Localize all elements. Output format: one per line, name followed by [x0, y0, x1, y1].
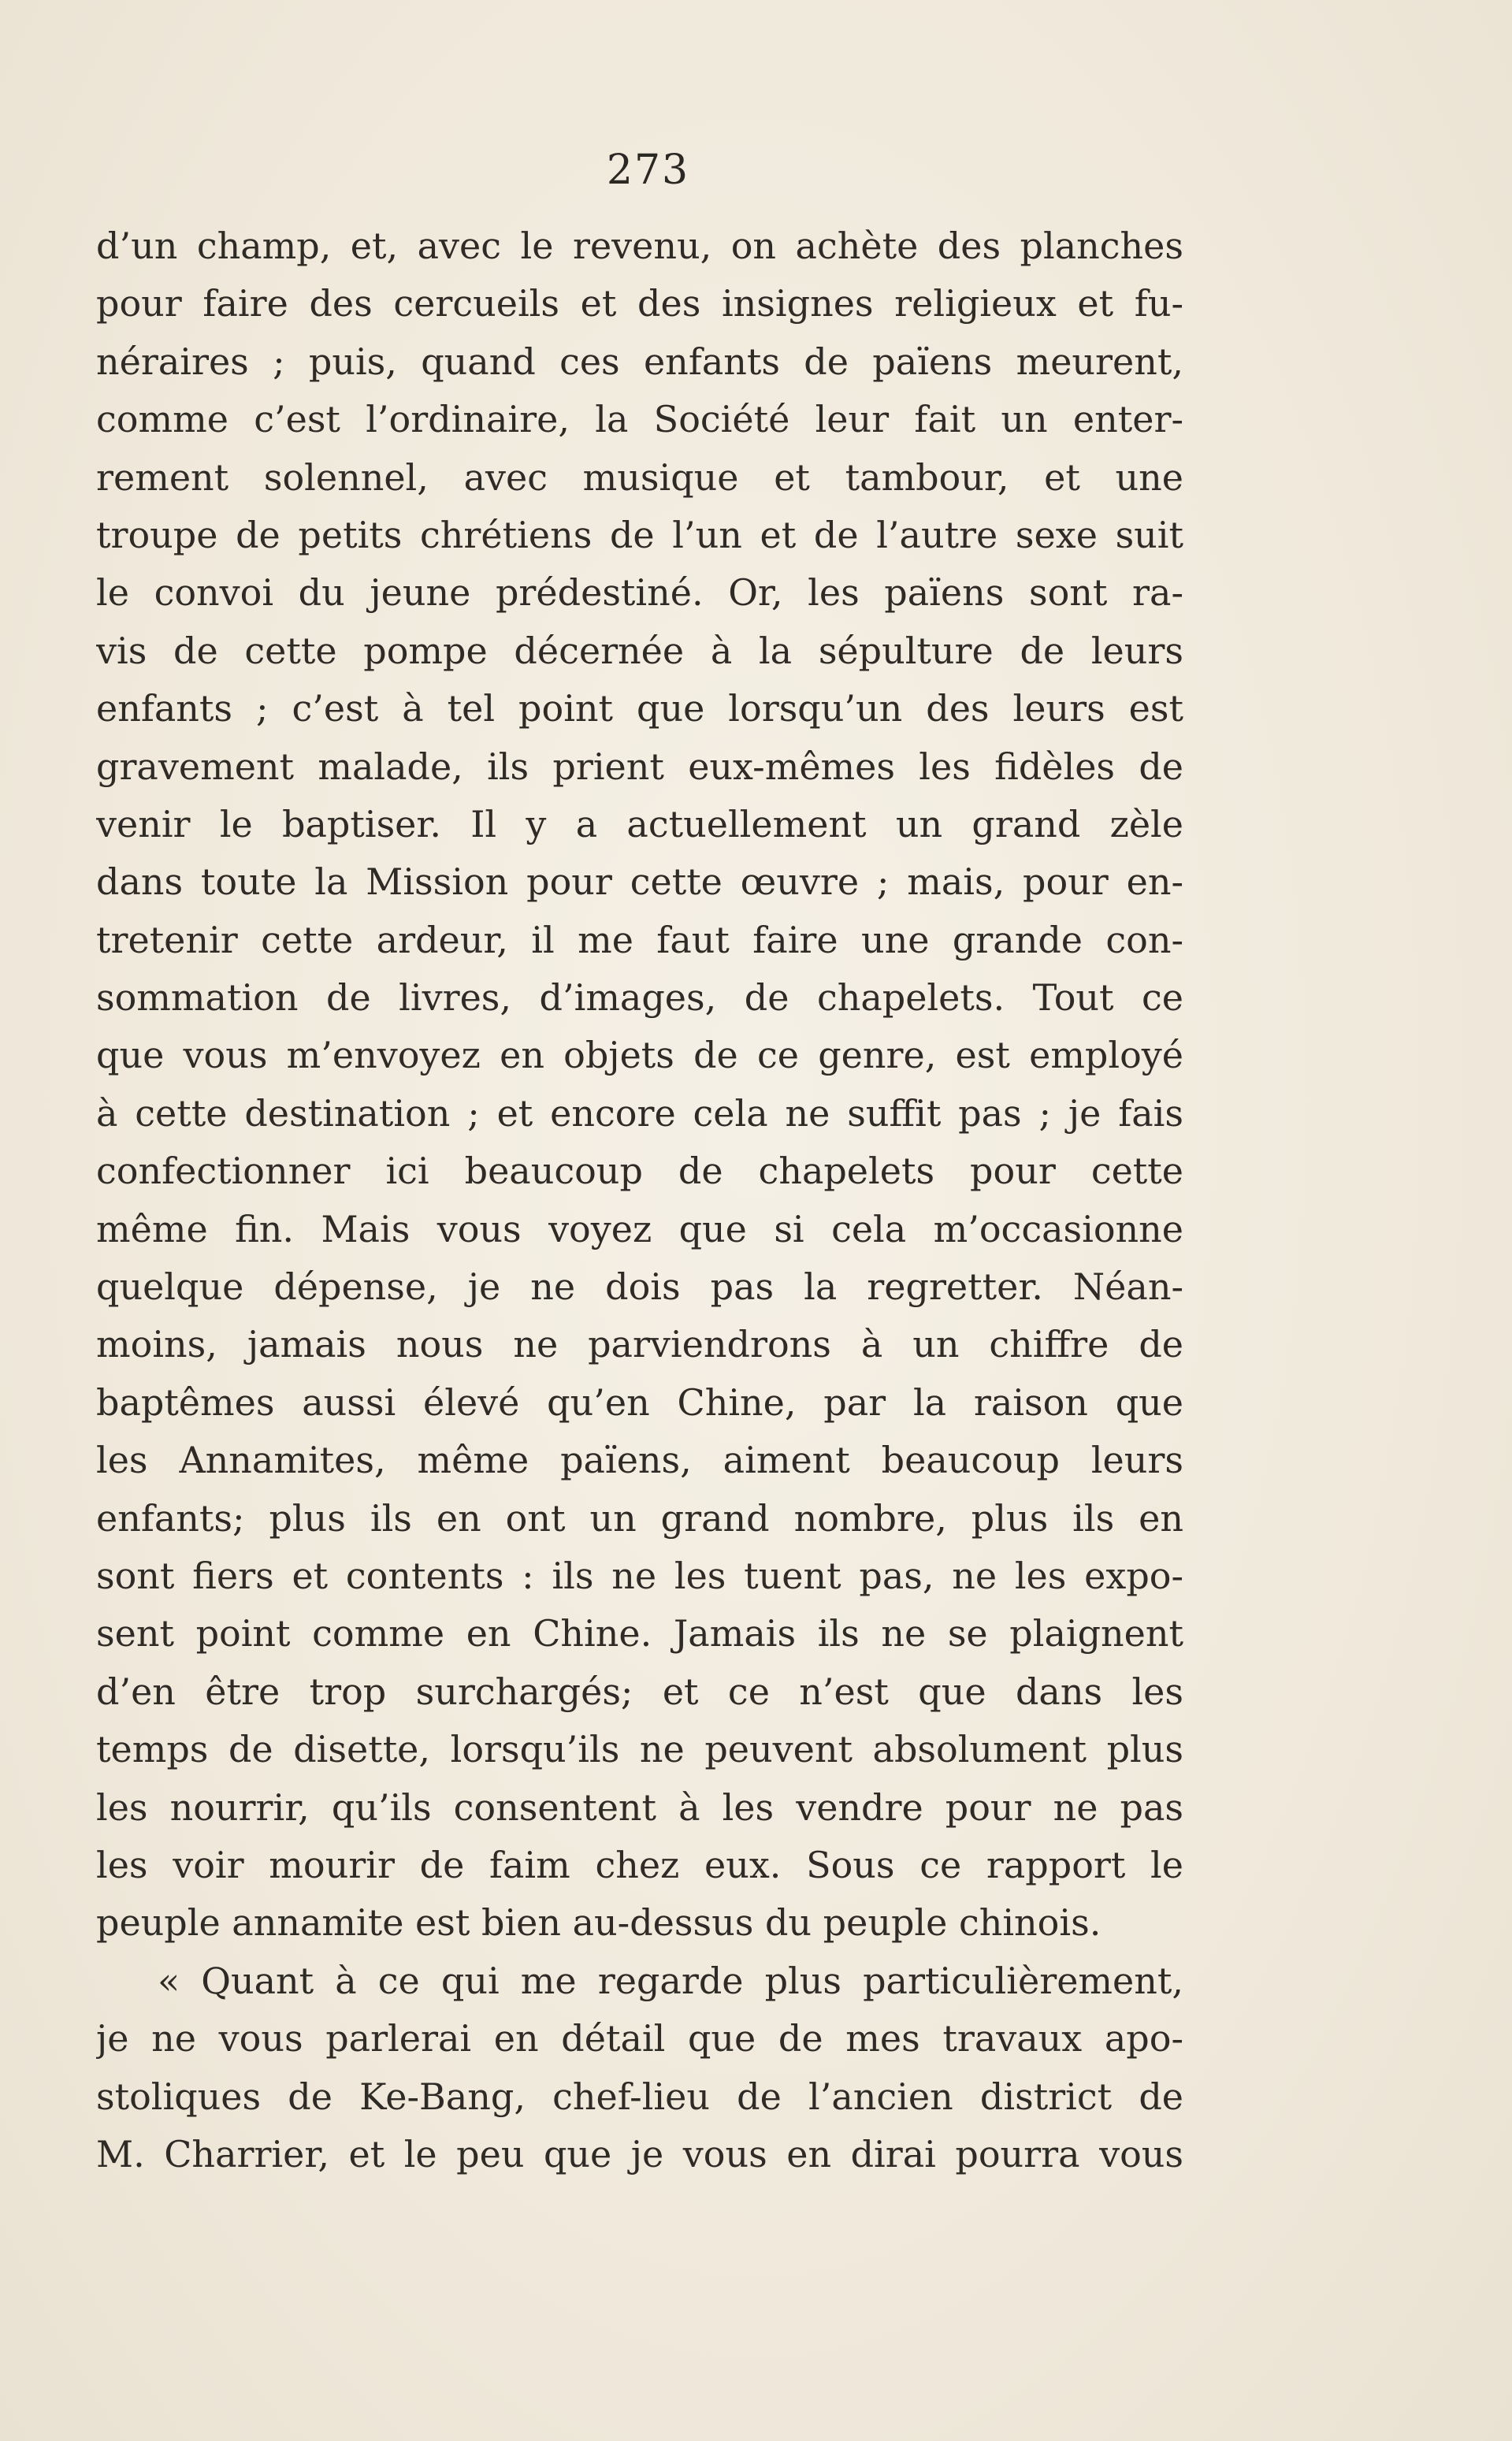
text-line: sent point comme en Chine. Jamais ils ne se plaignent: [96, 1612, 1183, 1655]
text-line: que vous m’envoyez en objets de ce genre, est employé: [96, 1034, 1183, 1077]
text-line: stoliques de Ke-Bang, chef-lieu de l’ancien district de: [96, 2075, 1183, 2118]
text-line: enfants; plus ils en ont un grand nombre, plus ils en: [96, 1496, 1183, 1540]
text-line: d’un champ, et, avec le revenu, on achète des planches: [96, 225, 1183, 267]
text-line: M. Charrier, et le peu que je vous en dirai pourra vous: [96, 2132, 1183, 2175]
text-line: gravement malade, ils prient eux-mêmes les fidèles de: [96, 745, 1183, 788]
text-line: moins, jamais nous ne parviendrons à un chiffre de: [96, 1323, 1183, 1366]
text-line: les voir mourir de faim chez eux. Sous ce rapport le: [96, 1843, 1183, 1886]
text-line: tretenir cette ardeur, il me faut faire une grande con-: [96, 918, 1183, 961]
text-line: quelque dépense, je ne dois pas la regretter. Néan-: [96, 1265, 1183, 1309]
text-line: peuple annamite est bien au-dessus du peuple chinois.: [96, 1901, 1101, 1945]
text-line: enfants ; c’est à tel point que lorsqu’un des leurs est: [96, 687, 1183, 730]
text-line: sommation de livres, d’images, de chapelets. Tout ce: [96, 976, 1183, 1020]
text-line: vis de cette pompe décernée à la sépulture de leurs: [96, 629, 1183, 672]
text-line: dans toute la Mission pour cette œuvre ; mais, pour en-: [96, 860, 1183, 904]
text-line: pour faire des cercueils et des insignes religieux et fu-: [96, 282, 1183, 325]
text-line: le convoi du jeune prédestiné. Or, les païens sont ra-: [96, 571, 1183, 615]
text-line: même fin. Mais vous voyez que si cela m’occasionne: [96, 1207, 1183, 1250]
text-line: sont fiers et contents : ils ne les tuent pas, ne les expo-: [96, 1554, 1183, 1597]
text-line: rement solennel, avec musique et tambour, et une: [96, 455, 1183, 499]
text-line: je ne vous parlerai en détail que de mes travaux apo-: [96, 2017, 1183, 2060]
text-line: néraires ; puis, quand ces enfants de païens meurent,: [96, 340, 1183, 383]
text-line: baptêmes aussi élevé qu’en Chine, par la raison que: [96, 1380, 1183, 1424]
body-text: [96, 217, 1183, 2183]
text-line: temps de disette, lorsqu’ils ne peuvent absolument plus: [96, 1728, 1183, 1771]
page-number: 273: [606, 147, 690, 194]
text-line: d’en être trop surchargés; et ce n’est que dans les: [96, 1670, 1183, 1713]
text-line: troupe de petits chrétiens de l’un et de l’autre sexe suit: [96, 513, 1183, 556]
text-line: les nourrir, qu’ils consentent à les vendre pour ne pas: [96, 1785, 1183, 1829]
text-line: confectionner ici beaucoup de chapelets pour cette: [96, 1150, 1183, 1193]
text-line: comme c’est l’ordinaire, la Société leur fait un enter-: [96, 398, 1183, 441]
text-line: venir le baptiser. Il y a actuellement un grand zèle: [96, 802, 1183, 845]
text-line: à cette destination ; et encore cela ne suffit pas ; je fais: [96, 1091, 1183, 1135]
text-line: les Annamites, même païens, aiment beaucoup leurs: [96, 1439, 1183, 1482]
text-line: « Quant à ce qui me regarde plus particulièrement,: [158, 1959, 1183, 2002]
